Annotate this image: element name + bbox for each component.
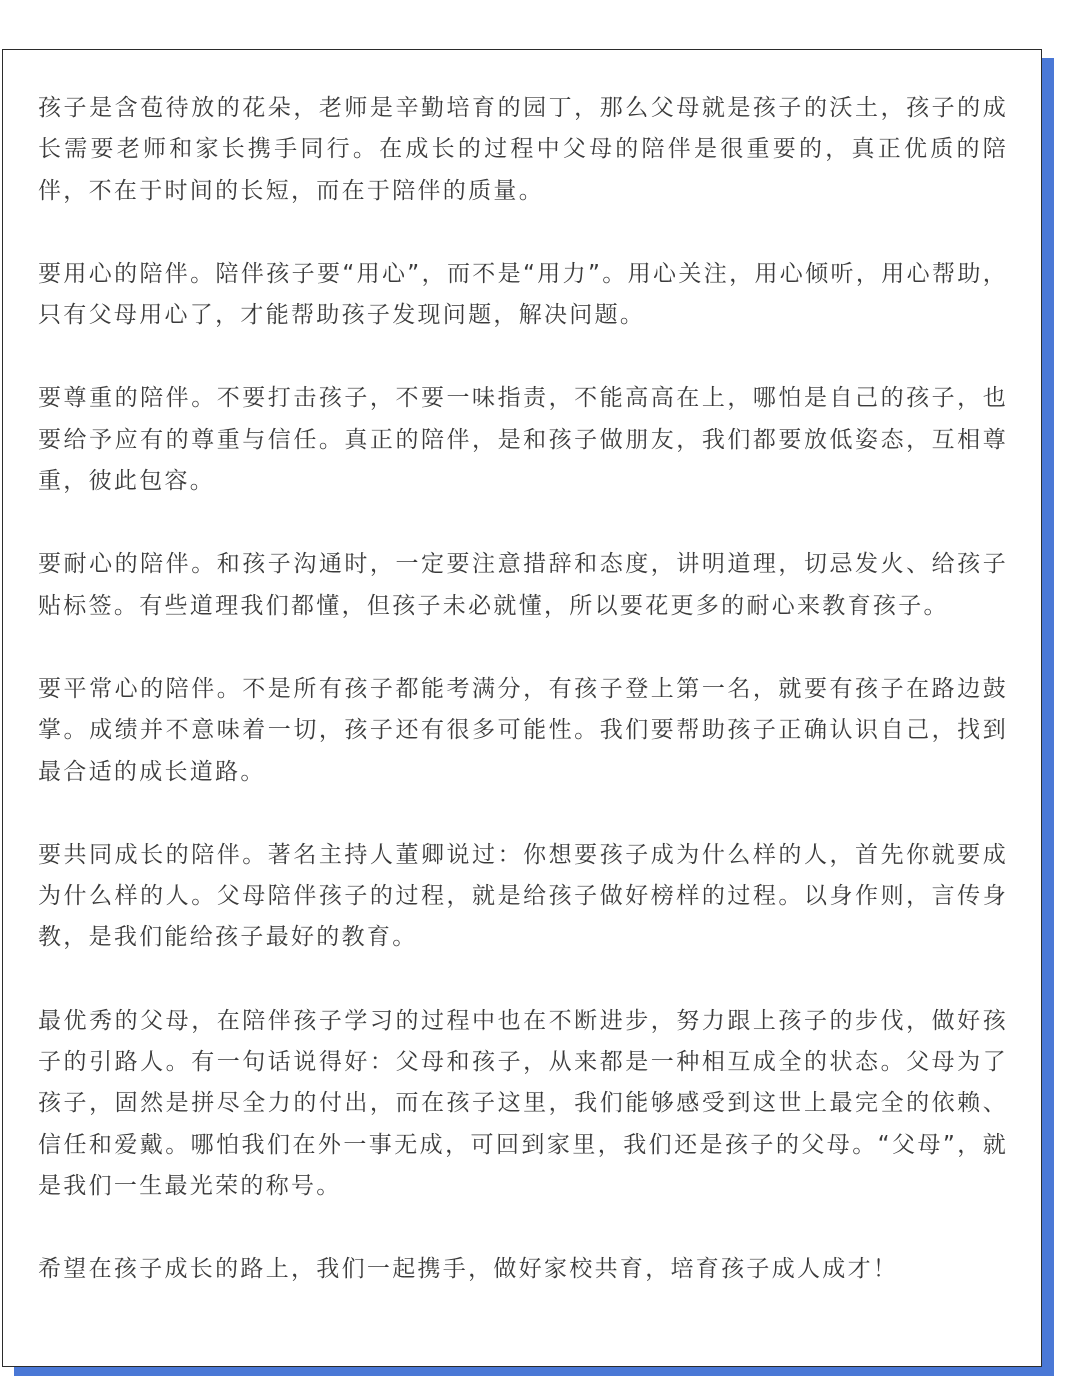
paragraph-calm-mind: 要平常心的陪伴。不是所有孩子都能考满分，有孩子登上第一名，就要有孩子在路边鼓掌。成绩并不意味着一切，孩子还有很多可能性。我们要帮助孩子正确认识自己，找到最合适的成长道路。 — [38, 675, 1008, 785]
paragraph-attentive: 要用心的陪伴。陪伴孩子要“用心”，而不是“用力”。用心关注，用心倾听，用心帮助，只有父母用心了，才能帮助孩子发现问题，解决问题。 — [38, 260, 1008, 329]
paragraph-patience: 要耐心的陪伴。和孩子沟通时，一定要注意措辞和态度，讲明道理，切忌发火、给孩子贴标签。有些道理我们都懂，但孩子未必就懂，所以要花更多的耐心来教育孩子。 — [38, 551, 1008, 619]
article-body — [38, 88, 1008, 1291]
paragraph-grow-together: 要共同成长的陪伴。著名主持人董卿说过：你想要孩子成为什么样的人，首先你就要成为什么样的人。父母陪伴孩子的过程，就是给孩子做好榜样的过程。以身作则，言传身教，是我们能给孩子最好的教育。 — [38, 841, 1008, 951]
paragraph-best-parents: 最优秀的父母，在陪伴孩子学习的过程中也在不断进步，努力跟上孩子的步伐，做好孩子的引路人。有一句话说得好：父母和孩子，从来都是一种相互成全的状态。父母为了孩子，固然是拼尽全力的付出，而在孩子这里，我们能够感受到这世上最完全的依赖、信任和爱戴。哪怕我们在外一事无成，可回到家里，我们还是孩子的父母。“父母”，就是我们一生最光荣的称号。 — [38, 1007, 1008, 1199]
paragraph-intro: 孩子是含苞待放的花朵，老师是辛勤培育的园丁，那么父母就是孩子的沃土，孩子的成长需要老师和家长携手同行。在成长的过程中父母的陪伴是很重要的，真正优质的陪伴，不在于时间的长短，而在于陪伴的质量。 — [38, 95, 1008, 204]
paragraph-closing: 希望在孩子成长的路上，我们一起携手，做好家校共育，培育孩子成人成才！ — [38, 1256, 899, 1283]
paragraph-respect: 要尊重的陪伴。不要打击孩子，不要一味指责，不能高高在上，哪怕是自己的孩子，也要给予应有的尊重与信任。真正的陪伴，是和孩子做朋友，我们都要放低姿态，互相尊重，彼此包容。 — [38, 385, 1008, 495]
